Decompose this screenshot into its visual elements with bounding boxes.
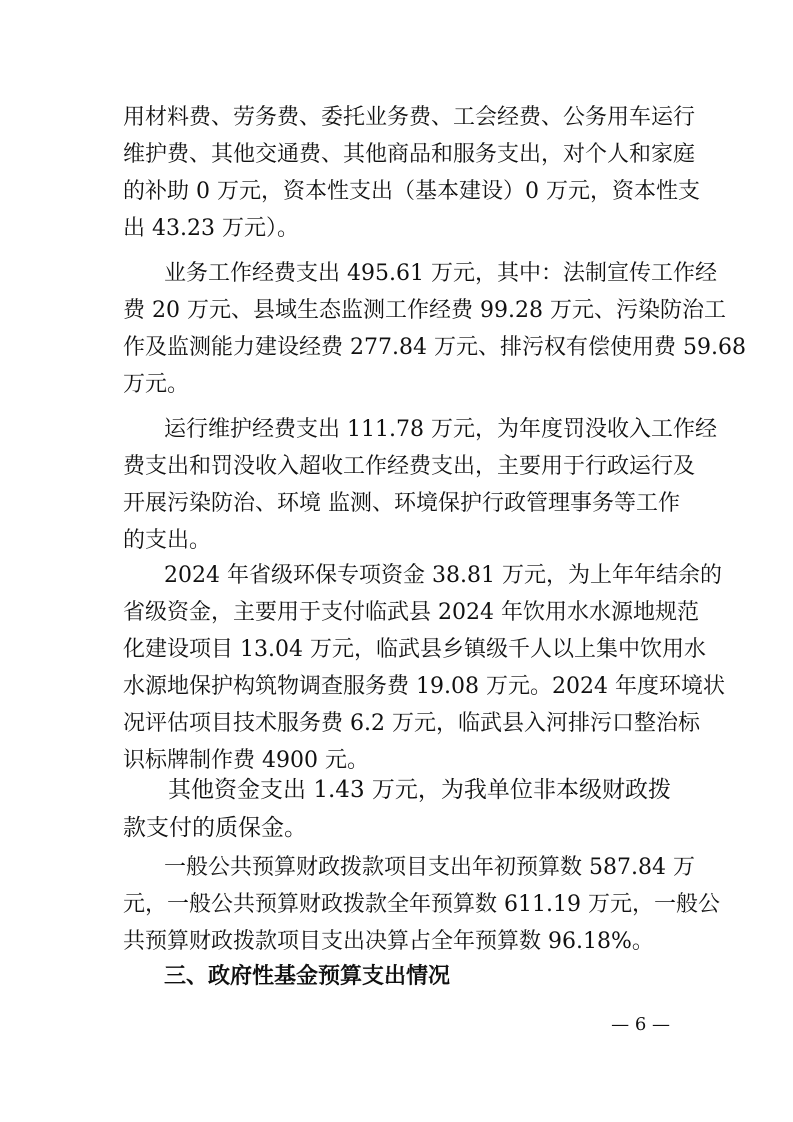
text-line: 用材料费、劳务费、委托业务费、工会经费、公务用车运行 [123,105,696,130]
text-line: 水源地保护构筑物调查服务费 19.08 万元。2024 年度环境状 [123,674,725,699]
text-line: 的补助 0 万元，资本性支出（基本建设）0 万元，资本性支 [123,179,700,204]
text-line: 开展污染防治、环境 监测、环境保护行政管理事务等工作 [123,491,680,516]
text-line: 款支付的质保金。 [123,815,307,841]
text-line: 其他资金支出 1.43 万元，为我单位非本级财政拨 [168,777,671,803]
text-line: 费支出和罚没收入超收工作经费支出，主要用于行政运行及 [123,454,696,479]
text-line: 费 20 万元、县域生态监测工作经费 99.28 万元、污染防治工 [123,298,726,323]
text-line: 作及监测能力建设经费 277.84 万元、排污权有偿使用费 59.68 [123,335,746,360]
text-line: 一般公共预算财政拨款项目支出年初预算数 587.84 万 [164,855,695,880]
text-line: 化建设项目 13.04 万元，临武县乡镇级千人以上集中饮用水 [123,637,706,662]
text-line: 元，一般公共预算财政拨款全年预算数 611.19 万元，一般公 [123,892,720,917]
text-line: 况评估项目技术服务费 6.2 万元，临武县入河排污口整治标 [123,711,700,736]
text-line: 万元。 [123,372,190,397]
text-line: 运行维护经费支出 111.78 万元，为年度罚没收入工作经 [164,417,717,442]
text-line: 2024 年省级环保专项资金 38.81 万元，为上年年结余的 [164,563,722,588]
text-line: 共预算财政拨款项目支出决算占全年预算数 96.18%。 [123,929,654,954]
text-line: 省级资金，主要用于支付临武县 2024 年饮用水水源地规范 [123,600,699,625]
text-line: 维护费、其他交通费、其他商品和服务支出，对个人和家庭 [123,142,696,167]
text-line: 出 43.23 万元）。 [123,216,299,241]
text-line: 识标牌制作费 4900 元。 [123,748,369,773]
text-line: 的支出。 [123,528,212,553]
page-number: — 6 — [611,1014,670,1035]
text-line: 业务工作经费支出 495.61 万元，其中：法制宣传工作经 [164,261,717,286]
section-heading: 三、政府性基金预算支出情况 [164,964,451,989]
